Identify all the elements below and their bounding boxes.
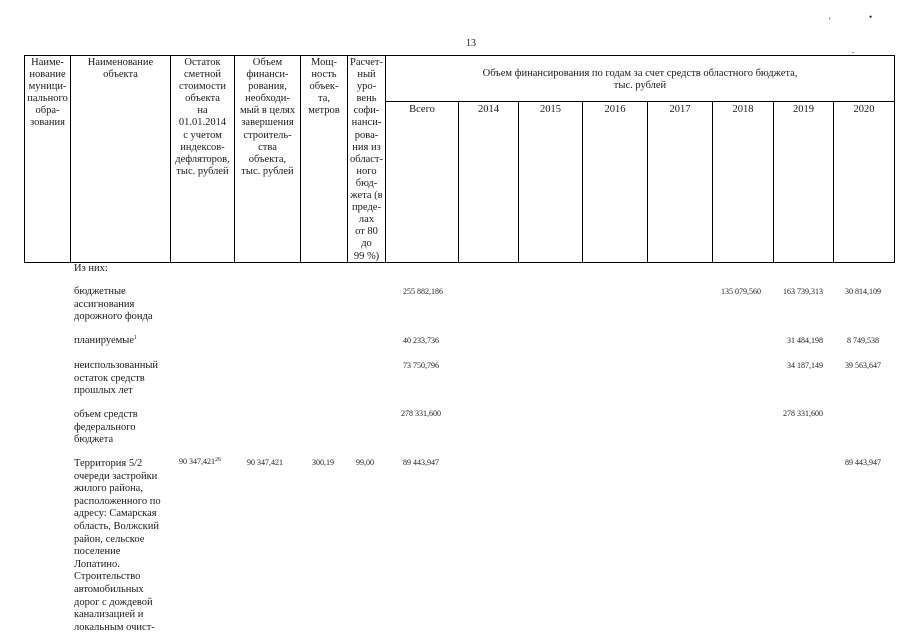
header-cofinancing-level: Расчет- ный уро- вень софи- нанси- рова- ния из област- ного бюд- жета (в преде- лах от 80 до 99 %) <box>350 57 383 262</box>
header-group-divider <box>385 101 895 102</box>
territory-level: 99,00 <box>356 458 374 467</box>
header-capacity: Мощ- ность объек- та, метров <box>308 57 340 117</box>
federal-total: 278 331,600 <box>401 409 441 418</box>
header-year-total: Всего <box>409 104 435 115</box>
col-border <box>70 55 71 263</box>
territory-object-label: Территория 5/2 очереди застройки жилого района, расположенного по адресу: Самарская область, Волжский район, сельское поселение Лопатино. Строительство автомобильных дорог с дождевой канализацией и локальным очист- <box>74 458 161 633</box>
header-top-border <box>24 55 895 56</box>
territory-2020: 89 443,947 <box>845 458 881 467</box>
header-remainder: Остаток сметной стоимости объекта на 01.01.2014 с учетом индексов- дефляторов, тыс. рублей <box>175 57 230 177</box>
territory-remainder: 90 347,421$^{26}$ <box>179 457 221 466</box>
header-year-2016: 2016 <box>604 104 626 115</box>
page-number: 13 <box>466 38 476 49</box>
federal-budget-label: объем средств федерального бюджета <box>74 409 138 446</box>
header-year-2017: 2017 <box>669 104 691 115</box>
planned-2019: 31 484,198 <box>787 336 823 345</box>
header-volume: Объем финанси- рования, необходи- мый в целях завершения строитель- ства объекта, тыс. рублей <box>239 57 296 177</box>
header-financing-group: Объем финансирования по годам за счет средств областного бюджета, тыс. рублей <box>482 68 798 92</box>
unused-2019: 34 187,149 <box>787 361 823 370</box>
header-year-2014: 2014 <box>478 104 499 115</box>
scan-speck: • <box>869 12 873 22</box>
col-border <box>458 101 459 263</box>
planned-label: планируемые$^1$ <box>74 335 138 346</box>
road-fund-total: 255 882,186 <box>403 287 443 296</box>
col-border <box>712 101 713 263</box>
road-fund-2019: 163 739,313 <box>783 287 823 296</box>
scan-speck: ' <box>829 16 831 26</box>
of-which-label: Из них: <box>74 263 108 274</box>
col-border <box>518 101 519 263</box>
road-fund-2020: 30 814,109 <box>845 287 881 296</box>
scan-speck: . <box>852 45 855 55</box>
territory-volume: 90 347,421 <box>247 458 283 467</box>
planned-total: 40 233,736 <box>403 336 439 345</box>
planned-2020: 8 749,538 <box>847 336 879 345</box>
header-year-2018: 2018 <box>732 104 754 115</box>
header-object: Наименование объекта <box>87 57 154 81</box>
col-border <box>582 101 583 263</box>
header-year-2015: 2015 <box>540 104 561 115</box>
col-border <box>894 55 895 263</box>
unused-2020: 39 563,647 <box>845 361 881 370</box>
road-fund-label: бюджетные ассигнования дорожного фонда <box>74 286 153 323</box>
header-municipality: Наиме- нование муници- пального обра- зования <box>27 57 68 129</box>
territory-total: 89 443,947 <box>403 458 439 467</box>
col-border <box>833 101 834 263</box>
header-bottom-border <box>24 262 895 263</box>
col-border <box>773 101 774 263</box>
road-fund-2018: 135 079,560 <box>721 287 761 296</box>
federal-2019: 278 331,600 <box>783 409 823 418</box>
header-year-2020: 2020 <box>853 104 875 115</box>
table-header <box>24 55 895 263</box>
unused-total: 73 750,796 <box>403 361 439 370</box>
unused-remainder-label: неиспользованный остаток средств прошлых лет <box>74 360 159 397</box>
header-year-2019: 2019 <box>793 104 814 115</box>
col-border <box>647 101 648 263</box>
territory-capacity: 300,19 <box>312 458 334 467</box>
